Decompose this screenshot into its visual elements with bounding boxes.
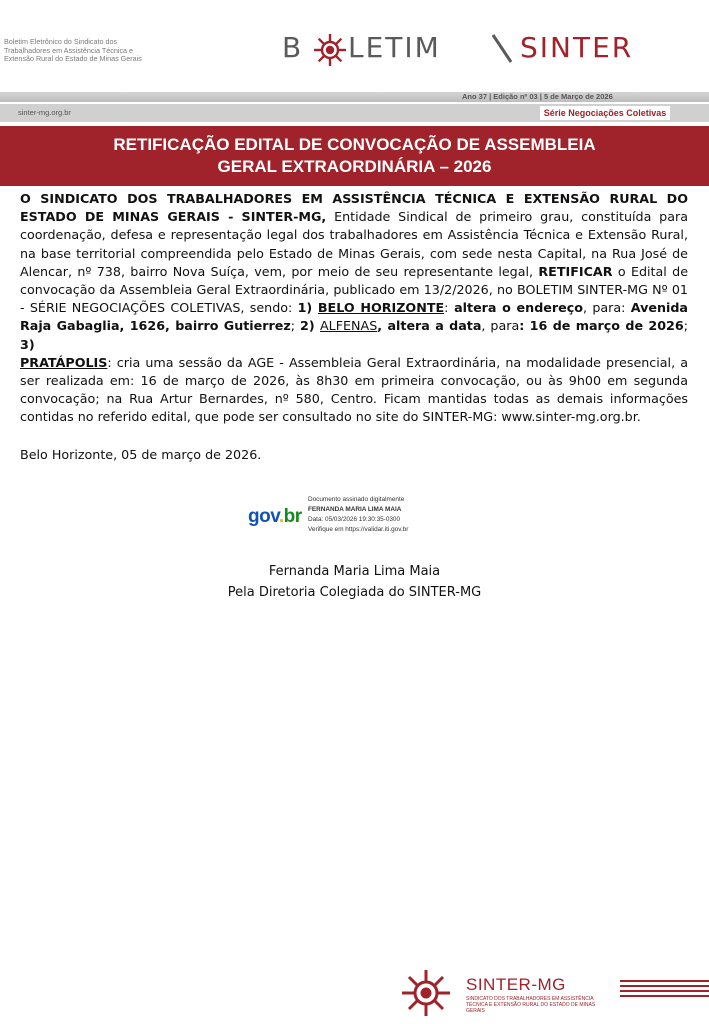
logo-word-letim: LETIM [348, 31, 441, 64]
digital-signature-block [308, 495, 408, 535]
govbr-logo-br: br [283, 506, 302, 527]
signature-date: Data: 05/03/2026 19:30:35-0300 [308, 516, 401, 523]
item-2-action: , altera a data [377, 318, 482, 334]
header-description-line: Boletim Eletrônico do Sindicato dos [4, 37, 118, 46]
footer-brand-subtitle: SINDICATO DOS TRABALHADORES EM ASSISTÊNCIA TÉCNICA E EXTENSÃO RURAL DO ESTADO DE MINAS GERAIS [466, 996, 596, 1014]
body-text: : [444, 300, 449, 316]
place-date: Belo Horizonte, 05 de março de 2026. [20, 447, 262, 462]
series-badge: Série Negociações Coletivas [540, 106, 670, 120]
item-1-address: Avenida Raja Gabaglia, 1626, bairro Gutierrez [20, 300, 688, 334]
title-banner [0, 126, 709, 186]
retificar-keyword: RETIFICAR [538, 263, 613, 279]
body-text: o Edital de convocação da Assembleia Geral Extraordinária, publicado em 13/2/2026, no BOLETIM SINTER-MG Nº 01 - SÉRIE NEGOCIAÇÕES COLETIVAS, sendo: [20, 263, 688, 316]
footer-stripes-icon [620, 980, 709, 998]
item-1-action: altera o endereço [448, 300, 583, 316]
header-description-line: Extensão Rural do Estado de Minas Gerais [4, 54, 142, 64]
govbr-logo-dot: . [278, 506, 284, 527]
body-text: Entidade Sindical de primeiro grau, constituída para coordenação, defesa e representação legal dos trabalhadores em Assistência Técnica e Extensão Rural, na base territorial compreendida pelo Estado de Minas Gerais, com sede nesta Capital, na Rua José de Alencar, nº 738, bairro Nova Suíça, vem, por meio de seu representante legal, [20, 209, 688, 279]
body-text: , para [481, 318, 520, 334]
header-description-line: Trabalhadores em Assistência Técnica e [4, 45, 134, 55]
body-text: , para: [583, 300, 631, 316]
item-2-city: ALFENAS [320, 318, 378, 334]
govbr-logo-gov: gov [248, 506, 279, 527]
header-description [4, 38, 204, 64]
item-1-city: BELO HORIZONTE [317, 300, 445, 316]
signature-verify: Verifique em https://validar.iti.gov.br [308, 526, 409, 533]
union-name: O SINDICATO DOS TRABALHADORES EM ASSISTÊNCIA TÉCNICA E EXTENSÃO RURAL DO ESTADO DE MINAS GERAIS - SINTER-MG, [20, 191, 688, 225]
edition-info: Ano 37 | Edição nº 03 | 5 de Março de 2026 [462, 92, 613, 101]
sinter-footer-emblem-icon [398, 968, 454, 1018]
item-2-date: : 16 de março de 2026 [519, 318, 684, 334]
footer-brand-name: SINTER-MG [466, 975, 566, 994]
title-line-1: RETIFICAÇÃO EDITAL DE CONVOCAÇÃO DE ASSEMBLEIA [113, 135, 596, 154]
header-url: sinter-mg.org.br [18, 108, 71, 117]
logo-word-sinter: SINTER [520, 31, 634, 64]
item-3-number: 3) [20, 336, 35, 352]
govbr-logo [248, 506, 302, 528]
item-3-city: PRATÁPOLIS [20, 354, 108, 370]
sinter-emblem-icon [312, 32, 348, 68]
logo-slash-icon [490, 32, 514, 66]
signature-name: FERNANDA MARIA LIMA MAIA [308, 506, 402, 513]
body-text: ; [290, 318, 301, 334]
signature-header: Documento assinado digitalmente [308, 496, 405, 503]
body-text: ; [683, 318, 688, 334]
title-line-2: GERAL EXTRAORDINÁRIA – 2026 [217, 157, 492, 176]
item-1-number: 1) [297, 300, 318, 316]
signer-name: Fernanda Maria Lima Maia [268, 564, 441, 579]
item-2-number: 2) [300, 318, 320, 334]
edital-body [20, 190, 688, 427]
signer-role: Pela Diretoria Colegiada do SINTER-MG [227, 585, 482, 600]
logo-letter-b: B [282, 31, 304, 64]
body-text: : cria uma sessão da AGE - Assembleia Geral Extraordinária, na modalidade presencial, a ser realizada em: 16 de março de 2026, às 8h30 em primeira convocação, ou às 9h00 em segunda convocação; na Rua Artur Bernardes, nº 580, Centro. Ficam mantidas todas as demais informações contidas no referido edital, que pode ser consultado no site do SINTER-MG: www.sinter-mg.org.br. [20, 354, 688, 425]
